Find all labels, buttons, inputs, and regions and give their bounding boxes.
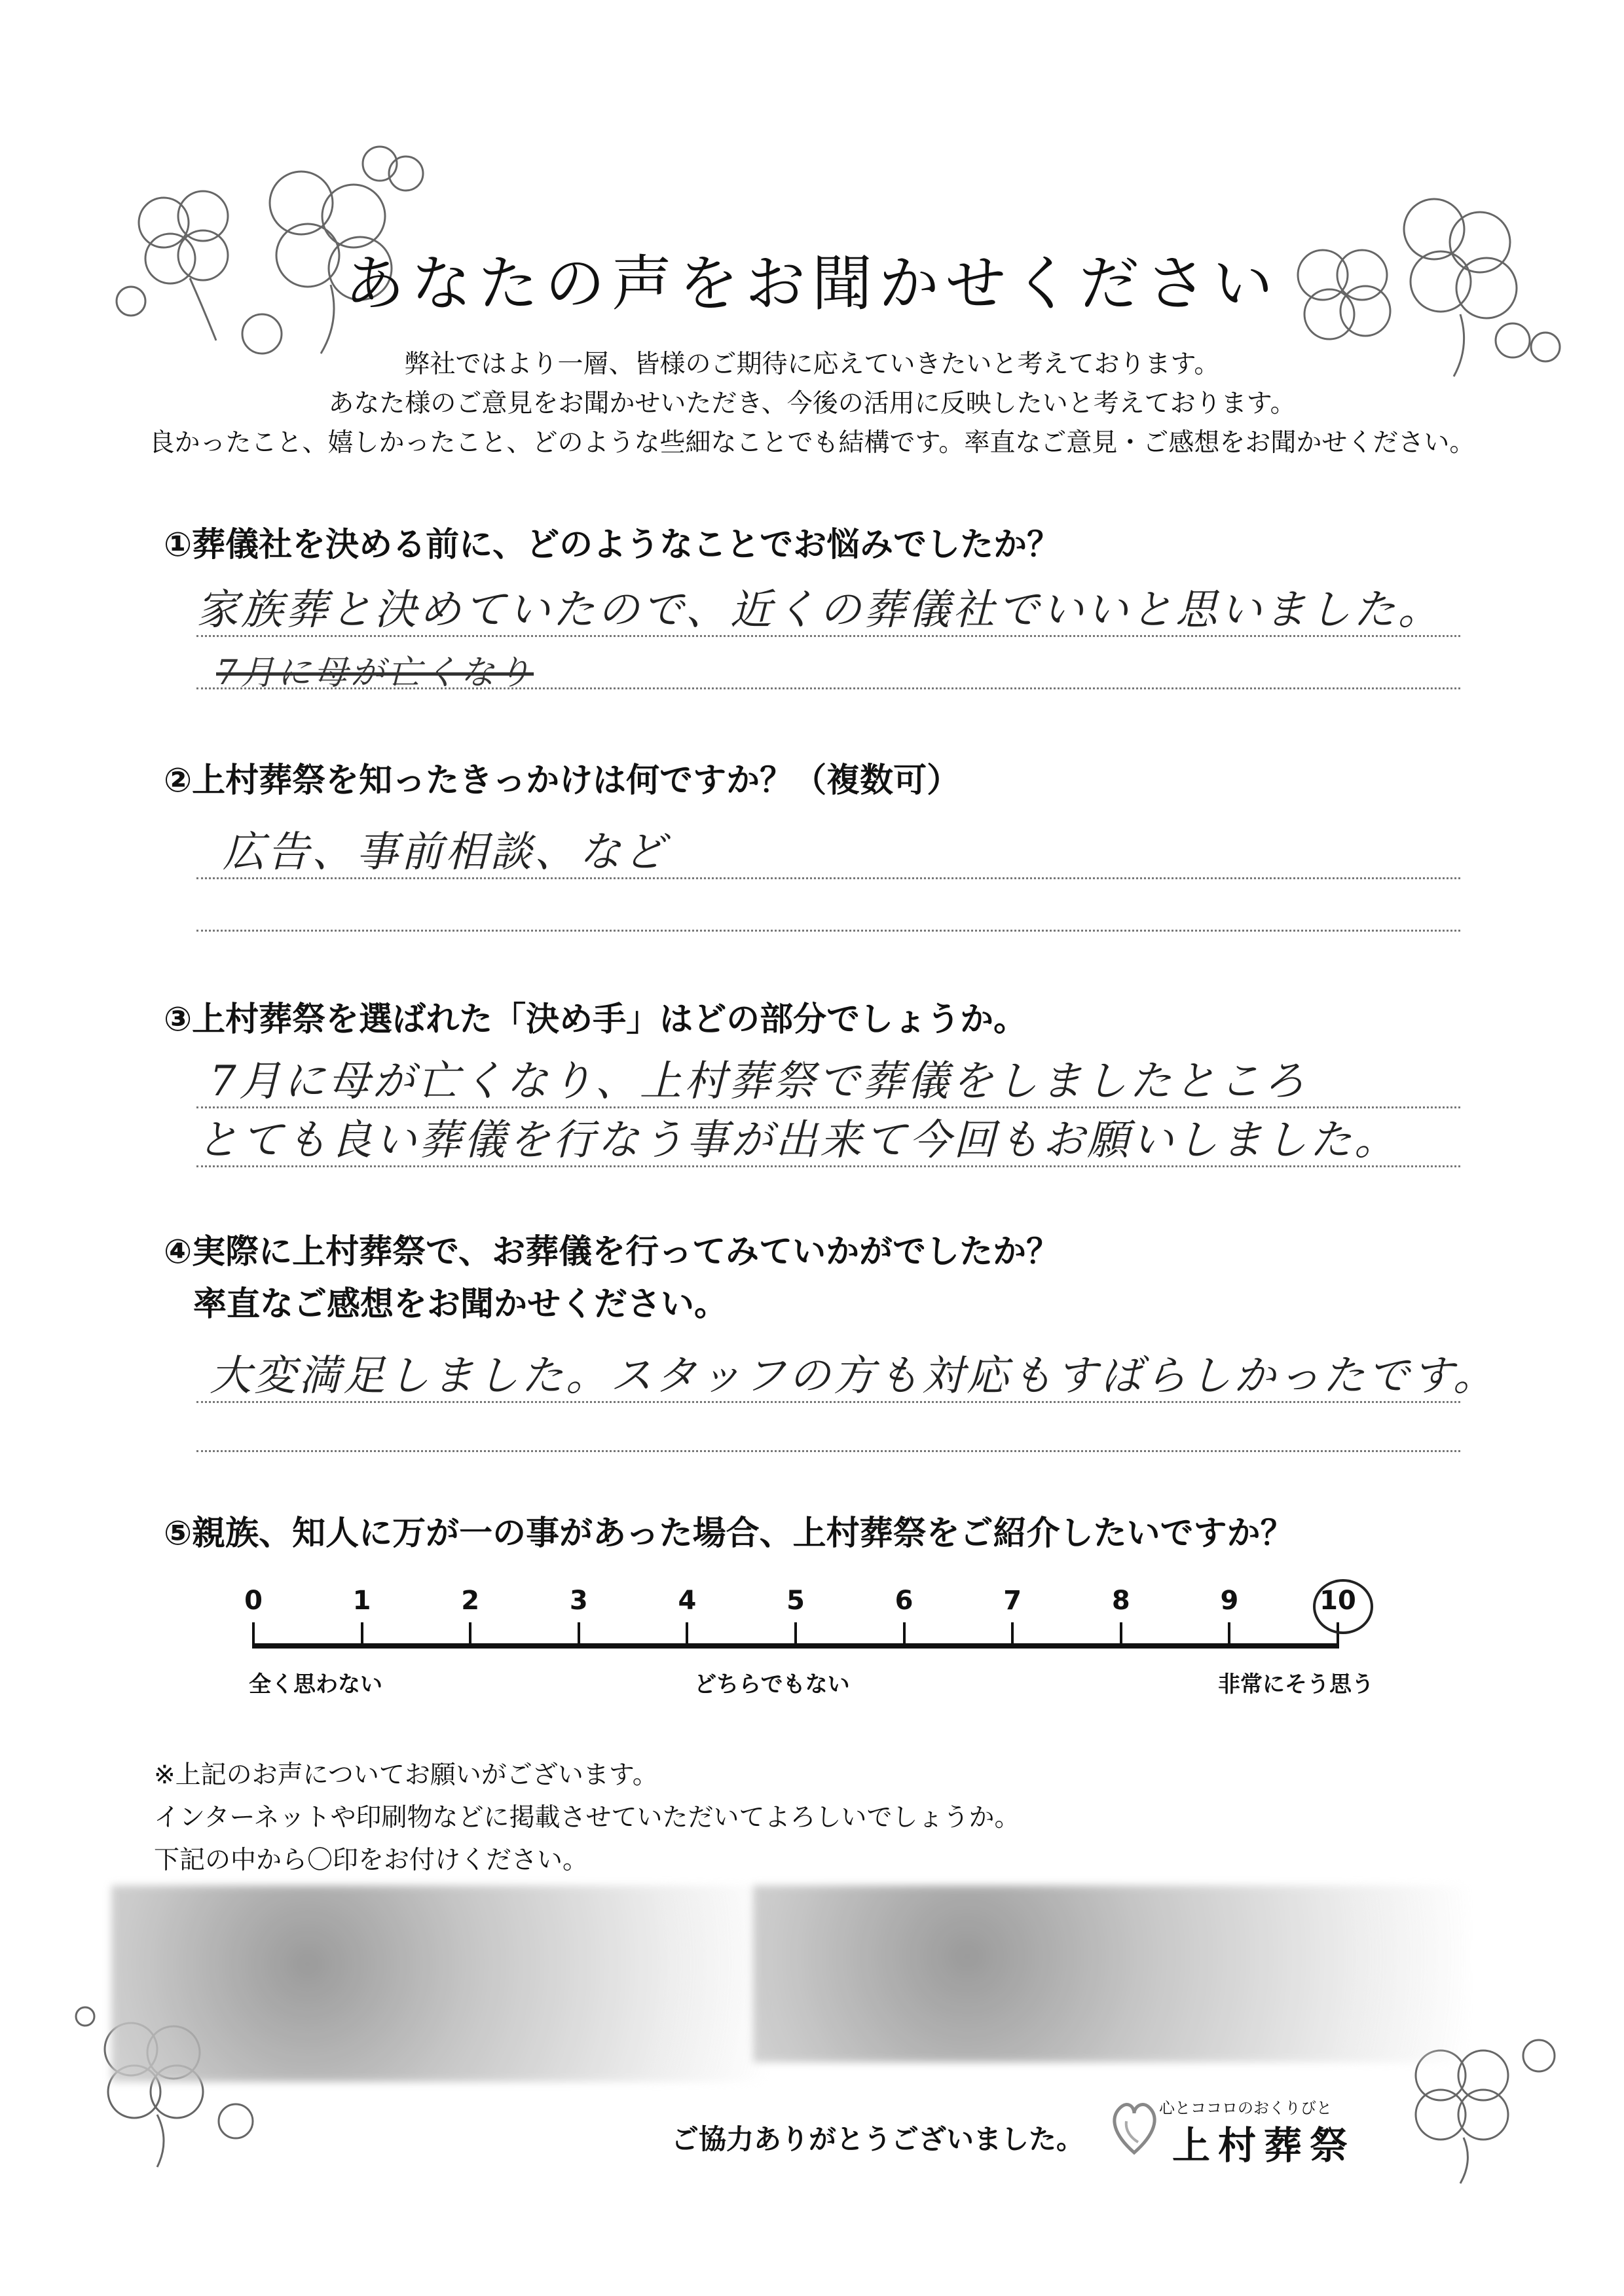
intro-line-3: 良かったこと、嬉しかったこと、どのような些細なことでも結構です。率直なご意見・ご感想をお聞かせください。 xyxy=(149,428,1475,458)
note-line-3: 下記の中から〇印をお付けください。 xyxy=(154,1846,589,1875)
answer-line xyxy=(196,877,1460,879)
intro-line-1: 弊社ではより一層、皆様のご期待に応えていきたいと考えております。 xyxy=(404,350,1220,379)
question-1-label: ①葬儀社を決める前に、どのようなことでお悩みでしたか？ xyxy=(164,526,1061,564)
scale-tick-label-2: 2 xyxy=(461,1586,480,1616)
redacted-area xyxy=(753,1886,1467,2062)
scale-tick-mark-0 xyxy=(252,1622,255,1643)
scale-tick-label-5: 5 xyxy=(786,1586,805,1616)
scale-tick-label-0: 0 xyxy=(244,1586,263,1616)
answer-line xyxy=(196,1401,1460,1403)
scale-tick-label-9: 9 xyxy=(1220,1586,1239,1616)
question-1-struck-text: 7月に母が亡くなり xyxy=(216,653,534,693)
question-2-answer: 広告、事前相談、など xyxy=(223,828,668,877)
heart-logo-icon xyxy=(1107,2095,1162,2157)
logo-name: 上村葬祭 xyxy=(1172,2123,1356,2168)
rating-scale-line xyxy=(252,1643,1339,1649)
scale-tick-mark-4 xyxy=(686,1622,688,1643)
question-3-answer-line-1: 7月に母が亡くなり、上村葬祭で葬儀をしましたところ xyxy=(210,1057,1308,1106)
note-line-2: インターネットや印刷物などに掲載させていただいてよろしいでしょうか。 xyxy=(154,1803,1020,1832)
scale-label-high: 非常にそう思う xyxy=(1218,1671,1374,1698)
scale-tick-label-4: 4 xyxy=(678,1586,697,1616)
answer-line xyxy=(196,635,1460,637)
scale-tick-mark-7 xyxy=(1011,1622,1014,1643)
answer-line xyxy=(196,1165,1460,1167)
scale-tick-mark-1 xyxy=(361,1622,363,1643)
scale-tick-mark-3 xyxy=(578,1622,580,1643)
scale-tick-label-6: 6 xyxy=(895,1586,913,1616)
selected-rating-circle xyxy=(1313,1579,1373,1634)
scale-tick-mark-9 xyxy=(1228,1622,1230,1643)
scale-tick-mark-2 xyxy=(469,1622,471,1643)
scale-tick-label-7: 7 xyxy=(1003,1586,1022,1616)
question-5-label: ⑤親族、知人に万が一の事があった場合、上村葬祭をご紹介したいですか？ xyxy=(164,1514,1294,1553)
page-title: あなたの声をお聞かせください xyxy=(344,249,1280,319)
logo-tagline: 心とココロのおくりびと xyxy=(1159,2099,1332,2117)
scale-label-low: 全く思わない xyxy=(249,1671,382,1698)
question-4-answer: 大変満足しました。スタッフの方も対応もすばらしかったです。 xyxy=(210,1352,1498,1400)
answer-line xyxy=(196,687,1460,689)
question-4-label: ④実際に上村葬祭で、お葬儀を行ってみていかがでしたか？ xyxy=(164,1233,1060,1271)
answer-line xyxy=(196,1450,1460,1452)
question-1-answer: 家族葬と決めていたので、近くの葬儀社でいいと思いました。 xyxy=(196,586,1443,634)
intro-line-2: あなた様のご意見をお聞かせいただき、今後の活用に反映したいと考えております。 xyxy=(328,389,1296,418)
scale-tick-label-1: 1 xyxy=(352,1586,371,1616)
scale-tick-mark-6 xyxy=(903,1622,906,1643)
redacted-area xyxy=(111,1886,766,2082)
scale-tick-mark-8 xyxy=(1120,1622,1122,1643)
scale-tick-label-10: 10 xyxy=(1320,1586,1356,1616)
scale-tick-label-8: 8 xyxy=(1111,1586,1130,1616)
scale-tick-label-3: 3 xyxy=(569,1586,588,1616)
question-3-label: ③上村葬祭を選ばれた「決め手」はどの部分でしょうか。 xyxy=(164,1000,1027,1039)
question-2-label: ②上村葬祭を知ったきっかけは何ですか？（複数可） xyxy=(164,761,961,800)
scale-tick-mark-5 xyxy=(794,1622,797,1643)
question-3-answer-line-2: とても良い葬儀を行なう事が出来て今回もお願いしました。 xyxy=(196,1116,1399,1165)
thanks-message: ご協力ありがとうございました。 xyxy=(671,2123,1084,2155)
question-4-label-2: 率直なご感想をお聞かせください。 xyxy=(193,1285,728,1324)
note-line-1: ※上記のお声についてお願いがございます。 xyxy=(154,1760,658,1790)
answer-line xyxy=(196,930,1460,932)
scale-label-mid: どちらでもない xyxy=(694,1671,850,1698)
